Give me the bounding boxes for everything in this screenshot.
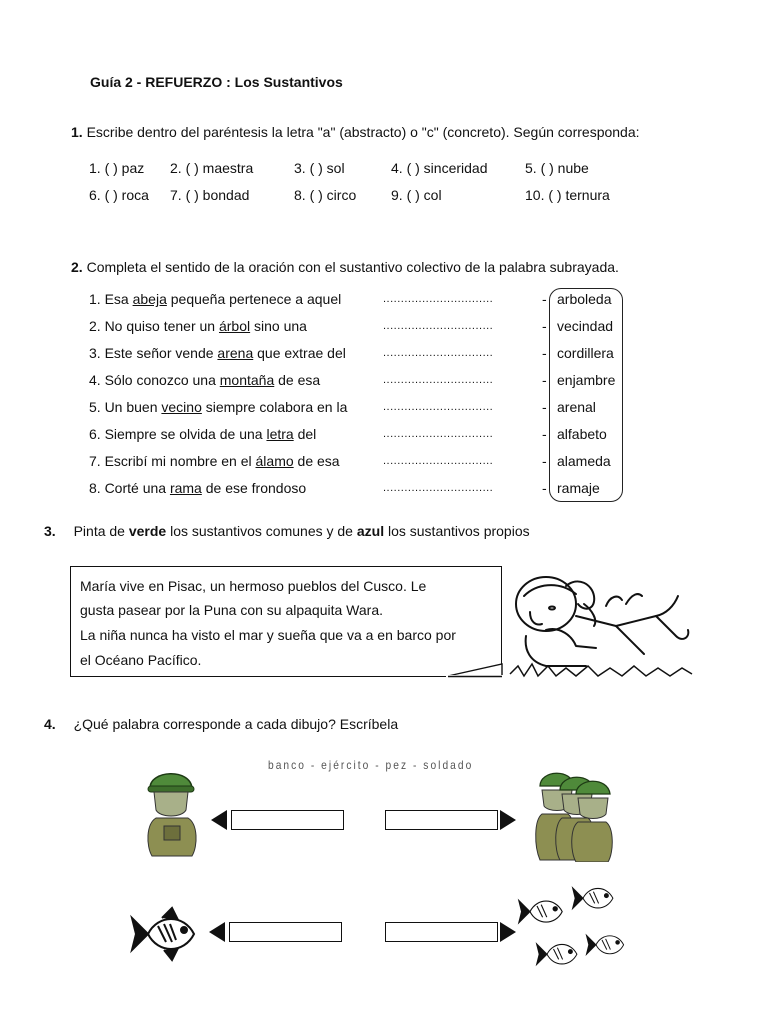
reading-line: María vive en Pisac, un hermoso pueblos del Cusco. Le bbox=[80, 578, 427, 594]
answer-blank[interactable]: ............................... bbox=[383, 374, 494, 386]
fish-icon bbox=[128, 906, 198, 962]
underlined-word: rama bbox=[169, 480, 202, 496]
page-title: Guía 2 - REFUERZO : Los Sustantivos bbox=[90, 74, 343, 90]
sentence-text: de esa bbox=[274, 372, 321, 388]
answer-box[interactable] bbox=[229, 922, 342, 942]
sentence-text: 2. No quiso tener un bbox=[89, 318, 219, 334]
q1-item[interactable]: 3. ( ) sol bbox=[294, 160, 345, 176]
choice-dash: - bbox=[542, 345, 547, 361]
choices-box bbox=[549, 288, 623, 502]
choice-word: arboleda bbox=[557, 291, 612, 307]
underlined-word: letra bbox=[266, 426, 294, 442]
instruction-text: ¿Qué palabra corresponde a cada dibujo? Escríbela bbox=[73, 716, 399, 732]
sentence-text: 5. Un buen bbox=[89, 399, 162, 415]
sentence-text: 8. Corté una bbox=[89, 480, 170, 496]
sentence-text: 4. Sólo conozco una bbox=[89, 372, 220, 388]
instruction-text: Completa el sentido de la oración con el sustantivo colectivo de la palabra subrayada. bbox=[86, 259, 619, 275]
underlined-word: montaña bbox=[219, 372, 275, 388]
choice-word: ramaje bbox=[557, 480, 600, 496]
q1-item[interactable]: 2. ( ) maestra bbox=[170, 160, 254, 176]
answer-blank[interactable]: ............................... bbox=[383, 455, 494, 467]
answer-blank[interactable]: ............................... bbox=[383, 293, 494, 305]
choice-word: enjambre bbox=[557, 372, 616, 388]
choice-word: alameda bbox=[557, 453, 611, 469]
reading-line: el Océano Pacífico. bbox=[80, 652, 202, 668]
reading-line: gusta pasear por la Puna con su alpaquita Wara. bbox=[80, 602, 384, 618]
soldier-icon bbox=[142, 766, 202, 858]
question-4-instruction bbox=[44, 716, 398, 732]
sentence-text: de ese frondoso bbox=[201, 480, 307, 496]
question-3-instruction bbox=[44, 523, 530, 539]
instruction-pre: Pinta de bbox=[73, 523, 129, 539]
school-of-fish-icon bbox=[514, 880, 632, 980]
sentence-text: de esa bbox=[293, 453, 340, 469]
choice-word: alfabeto bbox=[557, 426, 607, 442]
underlined-word: árbol bbox=[218, 318, 251, 334]
q1-item[interactable]: 10. ( ) ternura bbox=[525, 187, 610, 203]
choice-dash: - bbox=[542, 318, 547, 334]
q2-sentence bbox=[89, 291, 341, 307]
q1-item[interactable]: 4. ( ) sinceridad bbox=[391, 160, 488, 176]
q2-sentence bbox=[89, 318, 307, 334]
q2-sentence bbox=[89, 345, 346, 361]
instruction-post: los sustantivos propios bbox=[384, 523, 530, 539]
answer-blank[interactable]: ............................... bbox=[383, 347, 494, 359]
q1-item[interactable]: 8. ( ) circo bbox=[294, 187, 357, 203]
question-number: 2. bbox=[71, 259, 83, 275]
sentence-text: 1. Esa bbox=[89, 291, 133, 307]
choice-dash: - bbox=[542, 291, 547, 307]
underlined-word: abeja bbox=[132, 291, 167, 307]
sentence-text: del bbox=[293, 426, 317, 442]
choice-word: arenal bbox=[557, 399, 596, 415]
question-number: 3. bbox=[44, 523, 56, 539]
choice-dash: - bbox=[542, 453, 547, 469]
arrow-left-icon bbox=[211, 810, 227, 830]
arrow-left-icon bbox=[209, 922, 225, 942]
answer-blank[interactable]: ............................... bbox=[383, 482, 494, 494]
q2-sentence bbox=[89, 453, 340, 469]
army-icon bbox=[532, 766, 616, 862]
q2-sentence bbox=[89, 372, 320, 388]
choice-dash: - bbox=[542, 372, 547, 388]
answer-box[interactable] bbox=[231, 810, 344, 830]
instruction-text: Escribe dentro del paréntesis la letra "a" (abstracto) o "c" (concreto). Según corresponda: bbox=[86, 124, 640, 140]
note-folded-corner bbox=[446, 660, 506, 684]
sentence-text: sino una bbox=[250, 318, 307, 334]
girl-lying-drawing bbox=[506, 566, 696, 681]
question-number: 1. bbox=[71, 124, 83, 140]
sentence-text: 3. Este señor vende bbox=[89, 345, 218, 361]
instruction-blue: azul bbox=[356, 523, 385, 539]
arrow-right-icon bbox=[500, 810, 516, 830]
instruction-mid: los sustantivos comunes y de bbox=[166, 523, 357, 539]
answer-box[interactable] bbox=[385, 810, 498, 830]
question-number: 4. bbox=[44, 716, 56, 732]
choice-dash: - bbox=[542, 480, 547, 496]
sentence-text: pequeña pertenece a aquel bbox=[166, 291, 342, 307]
question-2-instruction bbox=[71, 259, 619, 275]
q1-item[interactable]: 1. ( ) paz bbox=[89, 160, 145, 176]
instruction-green: verde bbox=[128, 523, 167, 539]
q1-item[interactable]: 9. ( ) col bbox=[391, 187, 442, 203]
choice-word: cordillera bbox=[557, 345, 614, 361]
q2-sentence bbox=[89, 399, 347, 415]
sentence-text: 6. Siempre se olvida de una bbox=[89, 426, 267, 442]
underlined-word: vecino bbox=[161, 399, 202, 415]
reading-line: La niña nunca ha visto el mar y sueña que va a en barco por bbox=[80, 627, 456, 643]
q1-item[interactable]: 5. ( ) nube bbox=[525, 160, 589, 176]
choice-dash: - bbox=[542, 426, 547, 442]
answer-blank[interactable]: ............................... bbox=[383, 320, 494, 332]
question-1-instruction bbox=[71, 124, 640, 140]
sentence-text: que extrae del bbox=[253, 345, 346, 361]
answer-blank[interactable]: ............................... bbox=[383, 428, 494, 440]
choice-word: vecindad bbox=[557, 318, 614, 334]
q2-sentence bbox=[89, 480, 306, 496]
choice-dash: - bbox=[542, 399, 547, 415]
sentence-text: 7. Escribí mi nombre en el bbox=[89, 453, 256, 469]
q1-item[interactable]: 7. ( ) bondad bbox=[170, 187, 250, 203]
word-bank: banco - ejército - pez - soldado bbox=[268, 758, 474, 772]
q2-sentence bbox=[89, 426, 316, 442]
underlined-word: arena bbox=[217, 345, 254, 361]
underlined-word: álamo bbox=[255, 453, 294, 469]
answer-box[interactable] bbox=[385, 922, 498, 942]
q1-item[interactable]: 6. ( ) roca bbox=[89, 187, 149, 203]
answer-blank[interactable]: ............................... bbox=[383, 401, 494, 413]
sentence-text: siempre colabora en la bbox=[201, 399, 348, 415]
